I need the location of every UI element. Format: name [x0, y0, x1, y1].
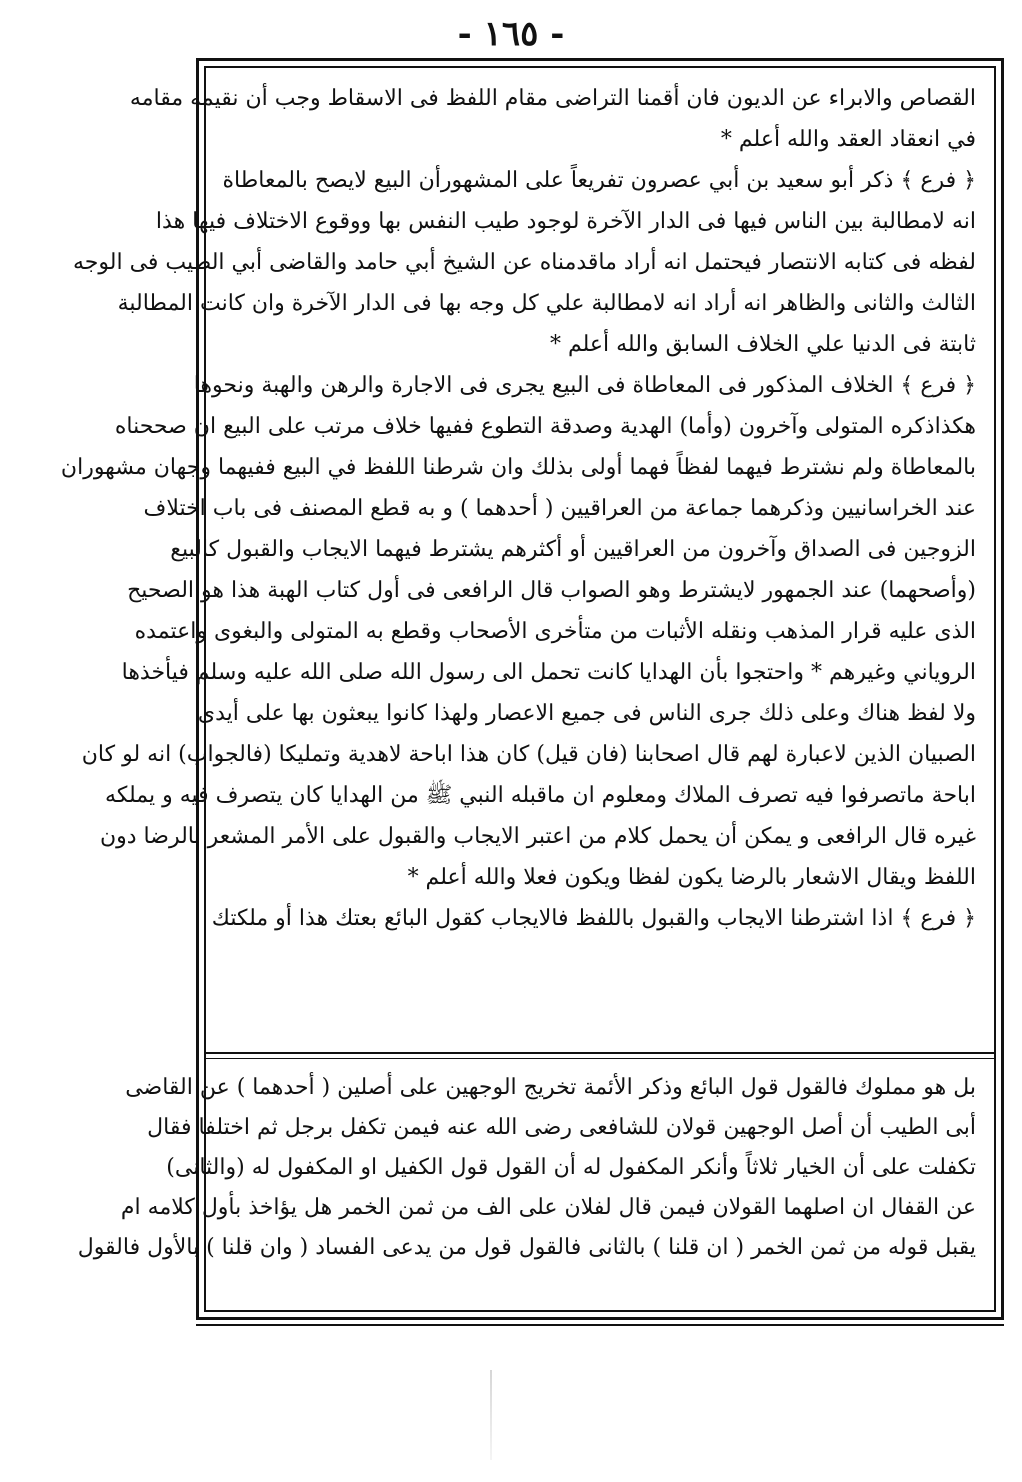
text-line: ثابتة فى الدنيا علي الخلاف السابق والله أعلم * [549, 332, 976, 357]
main-text-block [60, 78, 976, 939]
text-line: انه لامطالبة بين الناس فيها فى الدار الآخرة لوجود طيب النفس بها ووقوع الاختلاف فيها هذا [155, 209, 976, 234]
text-line: في انعقاد العقد والله أعلم * [720, 127, 976, 152]
scan-artifact [490, 1370, 492, 1460]
text-line: لفظه فى كتابه الانتصار فيحتمل انه أراد ماقدمناه عن الشيخ أبي حامد والقاضى أبي الطيب فى الوجه [73, 250, 976, 275]
footnote-line: أبى الطيب أن أصل الوجهين قولان للشافعى رضى الله عنه فيمن تكفل برجل ثم اختلفا فقال [147, 1115, 976, 1140]
text-line: الثالث والثانى والظاهر انه أراد انه لامطالبة علي كل وجه بها فى الدار الآخرة وان كانت المطالبة [117, 291, 976, 316]
text-line: الزوجين فى الصداق وآخرون من العراقيين أو أكثرهم يشترط فيهما الايجاب والقبول كالبيع [170, 537, 976, 562]
footnote-line: عن القفال ان اصلهما القولان فيمن قال لفلان على الف من ثمن الخمر هل يؤاخذ بأول كلامه ام [120, 1195, 976, 1220]
page-number: - ١٦٥ - [457, 14, 565, 54]
footnote-line: بل هو مملوك فالقول قول البائع وذكر الأئمة تخريج الوجهين على أصلين ( أحدهما ) عن القاضى [125, 1075, 976, 1100]
text-line: الذى عليه قرار المذهب ونقله الأثبات من متأخرى الأصحاب وقطع به المتولى والبغوى واعتمده [134, 619, 976, 644]
text-line: بالمعاطاة ولم نشترط فيهما لفظاً فهما أولى بذلك وان شرطنا اللفظ في البيع ففيهما وجهان مشهوران [60, 455, 976, 480]
text-line: عند الخراسانيين وذكرهما جماعة من العراقيين ( أحدهما ) و به قطع المصنف فى باب اختلاف [143, 496, 976, 521]
text-line: ﴿ فرع ﴾ اذا اشترطنا الايجاب والقبول باللفظ فالايجاب كقول البائع بعتك هذا أو ملكتك [211, 906, 976, 931]
text-line: القصاص والابراء عن الديون فان أقمنا التراضى مقام اللفظ فى الاسقاط وجب أن نقيمه مقامه [129, 86, 976, 111]
text-line: (وأصحهما) عند الجمهور لايشترط وهو الصواب قال الرافعى فى أول كتاب الهبة هذا هو الصحيح [127, 578, 976, 603]
footnote-divider [204, 1052, 996, 1054]
text-line: الصبيان الذين لاعبارة لهم قال اصحابنا (فان قيل) كان هذا اباحة لاهدية وتمليكا (فالجواب) انه لو كان [81, 742, 976, 767]
footnote-line: يقبل قوله من ثمن الخمر ( ان قلنا ) بالثانى فالقول قول من يدعى الفساد ( وان قلنا ) بالأول فالقول [77, 1235, 976, 1260]
text-line: غيره قال الرافعى و يمكن أن يحمل كلام من اعتبر الايجاب والقبول على الأمر المشعر بالرضا دون [99, 824, 976, 849]
footnote-divider-thin [204, 1058, 996, 1059]
text-line: اباحة ماتصرفوا فيه تصرف الملاك ومعلوم ان ماقبله النبي ﷺ من الهدايا كان يتصرف فيه و يملكه [105, 783, 976, 808]
text-line: ﴿ فرع ﴾ الخلاف المذكور فى المعاطاة فى البيع يجرى فى الاجارة والرهن والهبة ونحوها [193, 373, 976, 398]
text-line: اللفظ ويقال الاشعار بالرضا يكون لفظا ويكون فعلا والله أعلم * [407, 865, 976, 890]
bottom-rule [196, 1324, 1004, 1326]
text-line: هكذاذكره المتولى وآخرون (وأما) الهدية وصدقة التطوع ففيها خلاف مرتب على البيع ان صححناه [114, 414, 976, 439]
footnote-text-block [77, 1068, 976, 1268]
footnote-line: تكفلت على أن الخيار ثلاثاً وأنكر المكفول له أن القول قول الكفيل او المكفول له (والثانى) [166, 1155, 976, 1180]
text-line: ولا لفظ هناك وعلى ذلك جرى الناس فى جميع الاعصار ولهذا كانوا يبعثون بها على أيدى [197, 701, 976, 726]
text-line: ﴿ فرع ﴾ ذكر أبو سعيد بن أبي عصرون تفريعاً على المشهورأن البيع لايصح بالمعاطاة [222, 168, 976, 193]
text-line: الروياني وغيرهم * واحتجوا بأن الهدايا كانت تحمل الى رسول الله صلى الله عليه وسلم فيأخذها [121, 660, 976, 685]
